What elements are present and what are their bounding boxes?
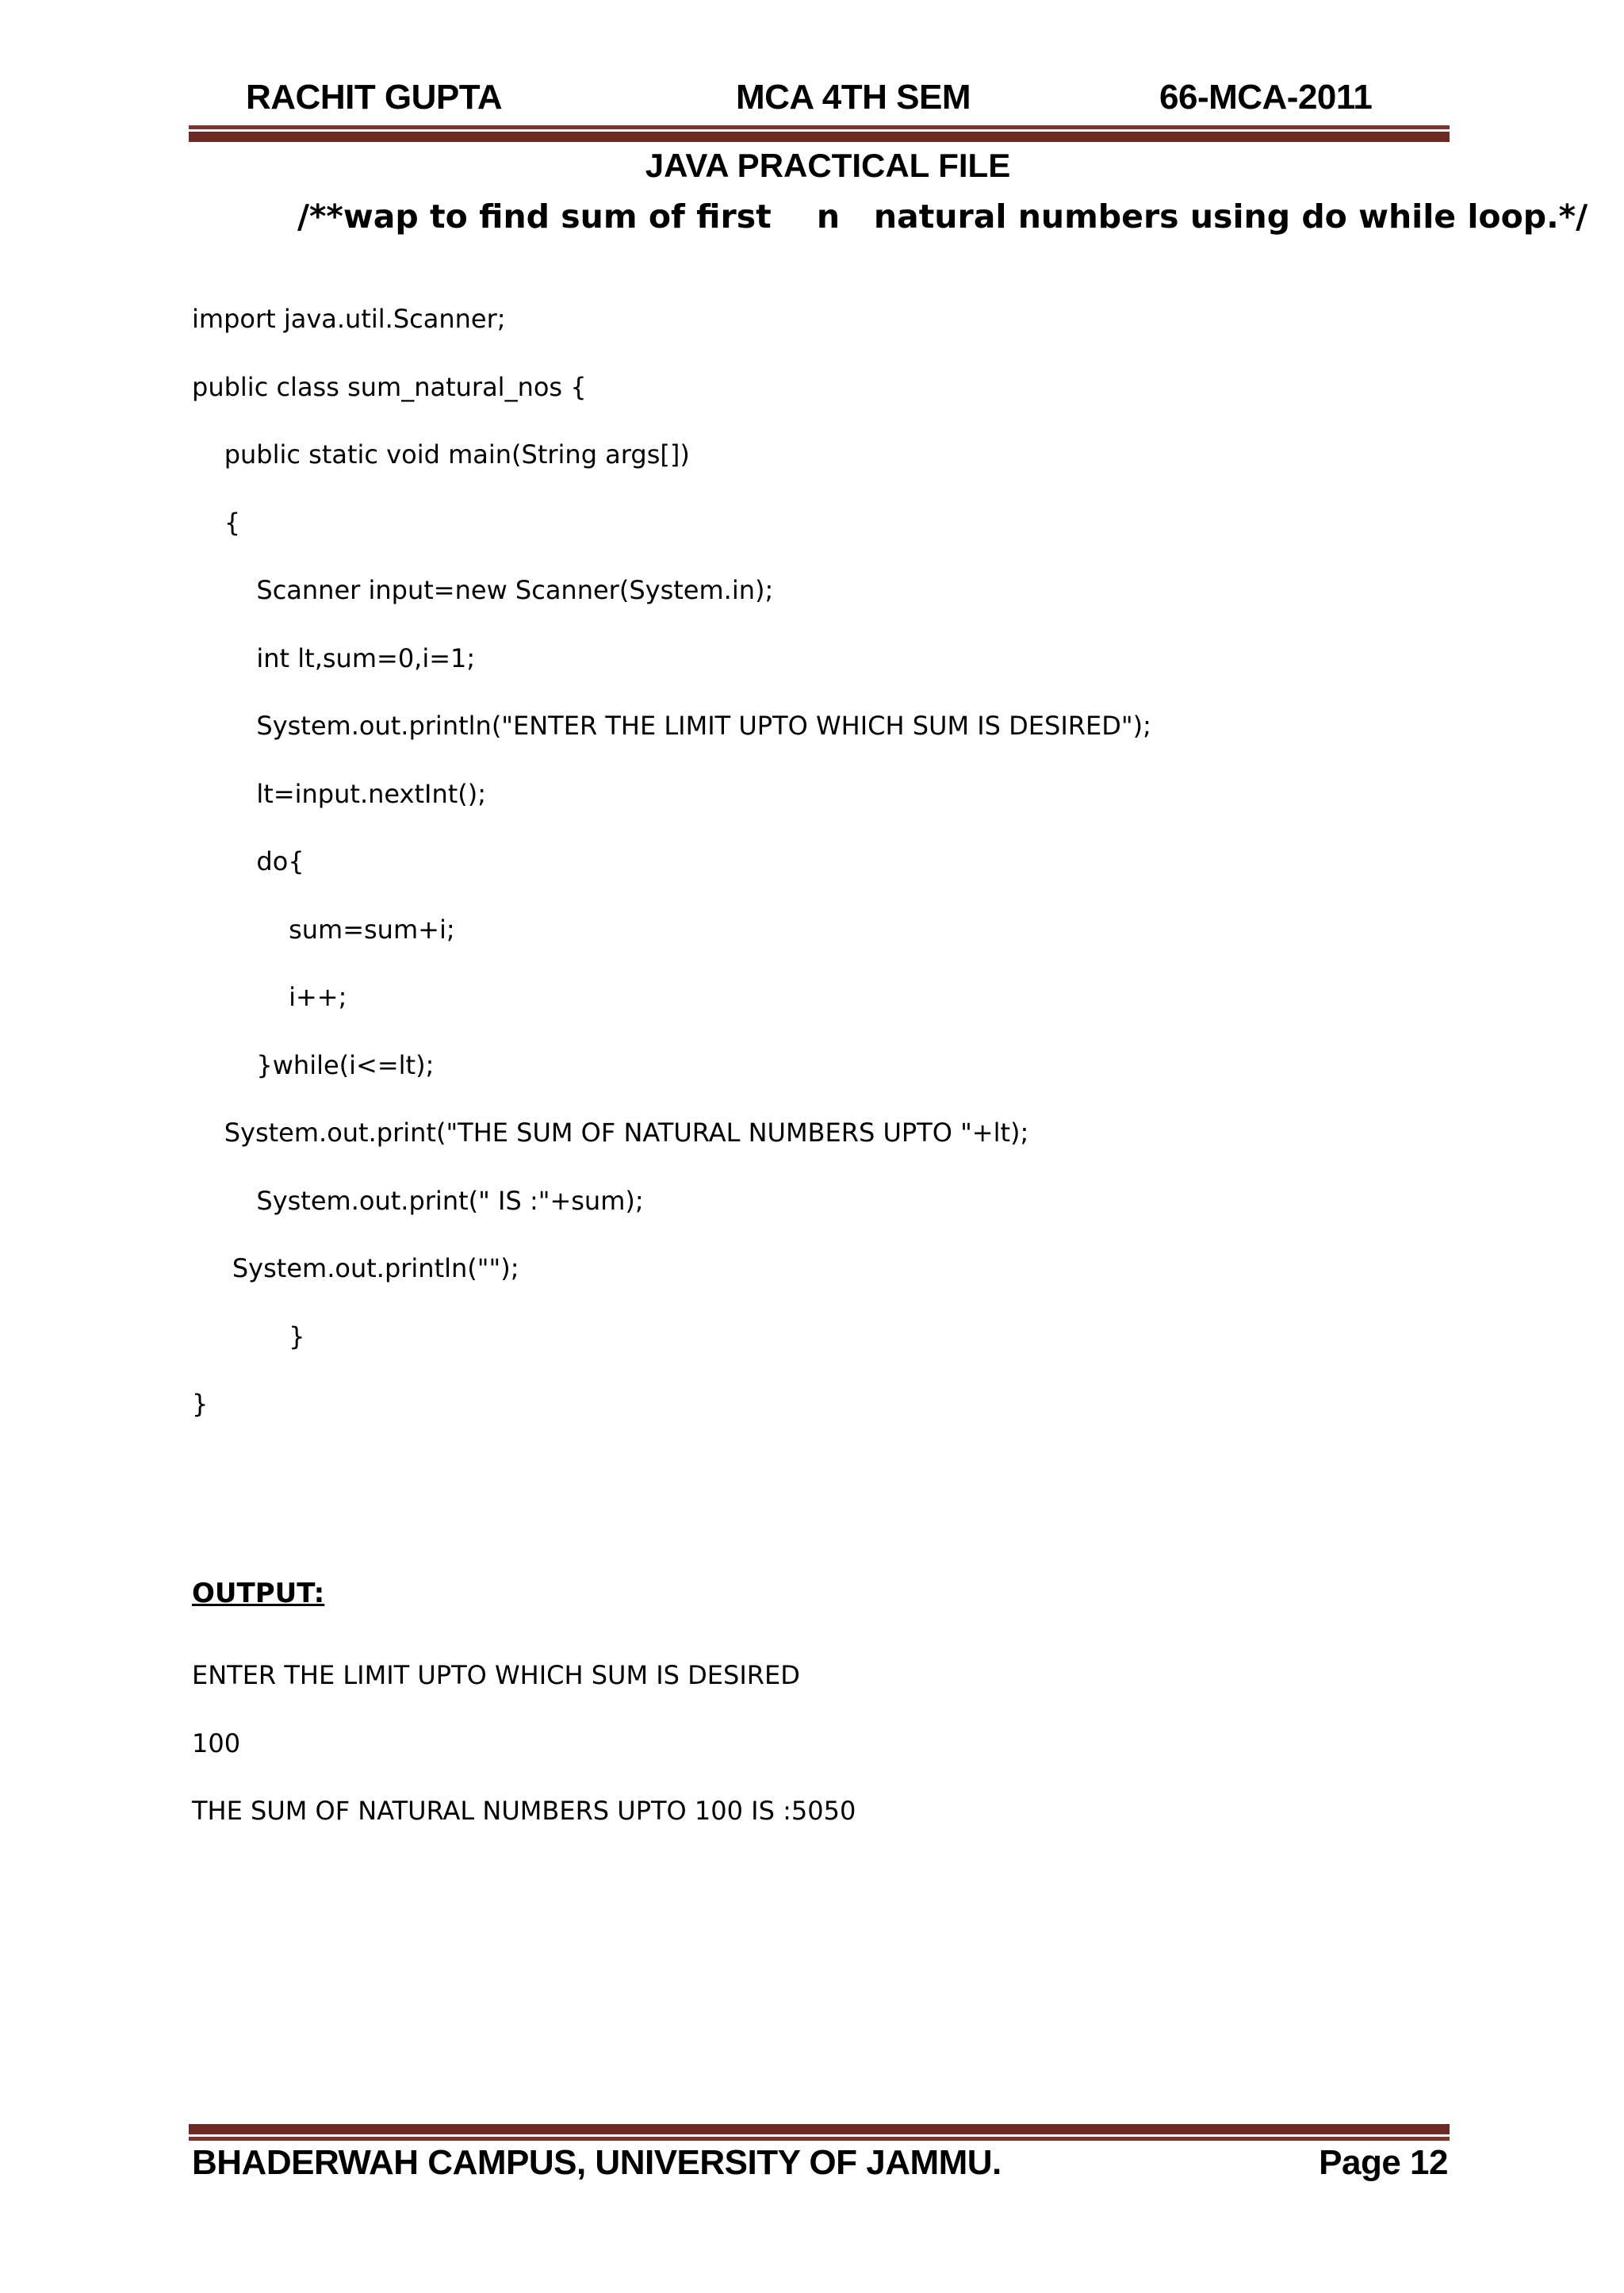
code-line: public class sum_natural_nos { (192, 371, 587, 402)
code-line: { (192, 507, 241, 538)
code-line: int lt,sum=0,i=1; (192, 642, 476, 673)
output-line: 100 (192, 1727, 241, 1758)
code-line: public static void main(String args[]) (192, 439, 690, 470)
code-line: } (192, 1321, 305, 1352)
code-line: }while(i<=lt); (192, 1049, 435, 1080)
code-line: System.out.println(""); (192, 1253, 519, 1283)
output-line: ENTER THE LIMIT UPTO WHICH SUM IS DESIRED (192, 1660, 800, 1690)
code-line: System.out.print(" IS :"+sum); (192, 1185, 644, 1216)
header-rule (189, 125, 1450, 142)
footer-page-number: Page 12 (1319, 2143, 1448, 2182)
code-line: } (192, 1389, 209, 1419)
header-course: MCA 4TH SEM (736, 78, 971, 117)
footer-rule-thick (189, 2124, 1450, 2134)
program-output-block (192, 1642, 856, 1846)
code-line: i++; (192, 982, 347, 1012)
code-line: System.out.print("THE SUM OF NATURAL NUMBERS UPTO "+lt); (192, 1118, 1029, 1148)
header-roll-number: 66-MCA-2011 (1159, 78, 1373, 117)
code-line: sum=sum+i; (192, 914, 455, 945)
output-line: THE SUM OF NATURAL NUMBERS UPTO 100 IS :5050 (192, 1796, 856, 1826)
code-line: System.out.println("ENTER THE LIMIT UPTO WHICH SUM IS DESIRED"); (192, 711, 1151, 741)
code-line: import java.util.Scanner; (192, 304, 506, 334)
program-description: /**wap to find sum of first n natural numbers using do while loop.*/ (297, 197, 1588, 236)
footer-institution: BHADERWAH CAMPUS, UNIVERSITY OF JAMMU. (192, 2143, 1002, 2182)
code-line: do{ (192, 846, 304, 876)
code-line: lt=input.nextInt(); (192, 778, 487, 809)
page-footer (189, 2135, 1450, 2191)
header-rule-thick (189, 132, 1450, 142)
header-rule-thin (189, 125, 1450, 129)
source-code-block (192, 286, 1151, 1439)
header-author-name: RACHIT GUPTA (246, 78, 503, 117)
page-header (189, 70, 1450, 125)
output-heading: OUTPUT: (192, 1578, 325, 1609)
code-line: Scanner input=new Scanner(System.in); (192, 575, 774, 605)
document-title: JAVA PRACTICAL FILE (645, 147, 1011, 184)
